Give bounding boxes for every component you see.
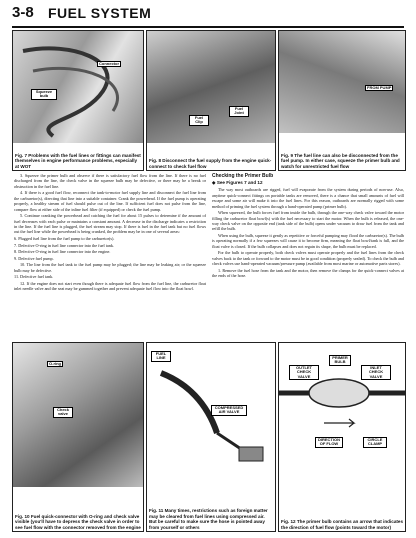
left-item-11: 11. Defective fuel tank.: [14, 274, 54, 280]
label-check-valve: Check valve: [53, 407, 73, 418]
figure-10: [12, 342, 144, 532]
right-para-1: The way most outboards are rigged, fuel will evaporate from the system during periods of non-use. Also, anytime quick-connect fittings on portable tanks are removed, there is a chance that small amounts of fuel will escape and some air will make it into the fuel lines. For this reason, outboards are normally rigged with some method of priming the fuel system through a hand-operated pump (primer bulb).: [212, 187, 404, 209]
figure-9-photo: [279, 31, 405, 133]
left-para-2: 4. If there is a good fuel flow, reconnect the tank-to-motor fuel supply line and disconnect the fuel line from the carburetor(s), directing that line into a suitable container. Crank the powerhead. If the fuel pump is operating properly, a healthy stream of fuel should pulse out of the line. If sufficient fuel does not pulse from the line, compare flow at either side of the inline fuel filter (if equipped) or check the fuel pump.: [14, 190, 206, 212]
label-outlet-check-valve: OUTLET CHECK VALVE: [289, 365, 319, 380]
figure-8: [146, 30, 276, 171]
figure-8-caption: Fig. 8 Disconnect the fuel supply from the engine quick-connect to check fuel flow: [149, 158, 272, 169]
figure-9-caption: Fig. 9 The fuel line can also be disconnected from the fuel pump. In either case, squeeze the primer bulb and watch for unrestricted fuel flow: [281, 152, 400, 169]
label-squeeze-bulb: Squeeze bulb: [31, 89, 57, 100]
left-para-12: 12. If the engine does not start even though there is adequate fuel flow from the fuel line, the carburetor float inlet needle valve and the seat may be gummed together and prevent adequate fuel flow into the float bowl.: [14, 281, 206, 292]
label-fuel-joint: Fuel Joint: [229, 106, 249, 117]
figure-10-caption: Fig. 10 Fuel quick-connector with O-ring and check valve visible (you'll have to depress the check valve in order to see fuel flow with the connector removed from the engine: [15, 513, 141, 530]
left-item-7: 7. Defective O-ring in fuel line connector into the fuel tank.: [14, 242, 114, 248]
page-header: [12, 4, 404, 28]
label-o-ring: O-ring: [49, 361, 61, 366]
label-primer-bulb: PRIMER BULB: [329, 355, 351, 366]
figure-12-caption: Fig. 12 The primer bulb contains an arrow that indicates the direction of fuel flow (points toward the motor): [281, 519, 404, 530]
figure-7: [12, 30, 144, 171]
see-figures-text: See Figures 7 and 12: [216, 180, 263, 186]
primer-bulb-heading: Checking the Primer Bulb: [212, 173, 274, 179]
left-column-text: [14, 173, 206, 328]
label-circle-clamp: CIRCLE CLAMP: [363, 437, 387, 448]
see-figures: ◆ See Figures 7 and 12: [212, 180, 263, 186]
label-compressed-air-valve: COMPRESSED AIR VALVE: [211, 405, 247, 416]
right-column-text: [212, 173, 404, 328]
left-para-1: 3. Squeeze the primer bulb and observe if there is satisfactory fuel flow from the line. If there is no fuel discharged from the line, the check valve in the squeeze bulb may be defective, or there may be a break or obstruction in the fuel line.: [14, 173, 206, 189]
figure-9: [278, 30, 406, 171]
figure-12: [278, 342, 406, 532]
figure-10-photo: [13, 343, 143, 487]
right-para-2: When squeezed, the bulb forces fuel from inside the bulb, through the one-way check valve toward the motor filling the carburetor float bowl(s) with the fuel necessary to start the motor. When the bulb is released, the one-way check valve on the opposite end (tank side of the bulb) opens under vacuum to draw fuel from the tank and refill the bulb.: [212, 210, 404, 232]
right-para-5: 1. Remove the fuel hose from the tank and the motor, then remove the clamps for the quick-connect valves at the ends of the hose.: [212, 267, 404, 279]
fuel-line-illustration: [13, 31, 143, 143]
left-item-9: 9. Defective fuel pump.: [14, 255, 54, 261]
figure-8-photo: [147, 31, 275, 143]
page-number: 3-8: [12, 4, 34, 21]
label-fuel-clip: Fuel Clip: [189, 115, 209, 126]
label-from-pump: FROM PUMP: [367, 85, 392, 90]
left-para-3: 5. Continue cranking the powerhead and catching the fuel for about 15 pulses to determine if the amount of fuel decreases with each pulse or maintains a constant amount. A decrease in the discharge indicates a restriction in the line. If the fuel line is plugged, the fuel stream may stop. If there is fuel in the fuel tank but no fuel flows out the fuel line while the powerhead is being cranked, the problem may be in one of several areas:: [14, 213, 206, 235]
label-connector: Connector: [99, 61, 119, 66]
left-item-6: 6. Plugged fuel line from the fuel pump to the carburetor(s).: [14, 236, 115, 242]
left-item-8: 8. Defective O-ring in fuel line connector into the engine.: [14, 249, 111, 255]
label-inlet-check-valve: INLET CHECK VALVE: [361, 365, 391, 380]
label-fuel-line: FUEL LINE: [151, 351, 171, 362]
left-para-10: 10. The line from the fuel tank to the fuel pump may be plugged; the line may be leaking air; or the squeeze bulb may be defective.: [14, 262, 206, 273]
figure-7-photo: [13, 31, 143, 143]
figure-11: [146, 342, 276, 532]
figure-11-caption: Fig. 11 Many times, restrictions such as foreign matter may be cleared from fuel lines using compressed air. But be careful to make sure the hose is pointed away from yourself or others: [149, 508, 268, 530]
figure-7-caption: Fig. 7 Problems with the fuel lines or fittings can manifest themselves in engine performance problems, especially at WOT: [15, 152, 141, 169]
right-para-4: For the bulb to operate properly, both check valves must operate properly and the fuel lines from the check valves back to the tank or forward to the motor must be in good condition (properly sealed). To check the bulb and check valves use hand-operated vacuum/pressure pump (available from most marine or automotive parts stores).: [212, 250, 404, 267]
page-title: FUEL SYSTEM: [48, 5, 152, 21]
label-direction-of-flow: DIRECTION OF FLOW: [315, 437, 343, 448]
right-para-3: When using the bulb, squeeze it gently as repetitive or forceful pumping may flood the carburetor(s). The bulb is operating normally if a few squeezes will cause it to become firm, meaning the float bowl/tank is full, and the float valve is closed. If the bulb collapses and does not regain its shape, the bulb must be replaced.: [212, 233, 404, 249]
